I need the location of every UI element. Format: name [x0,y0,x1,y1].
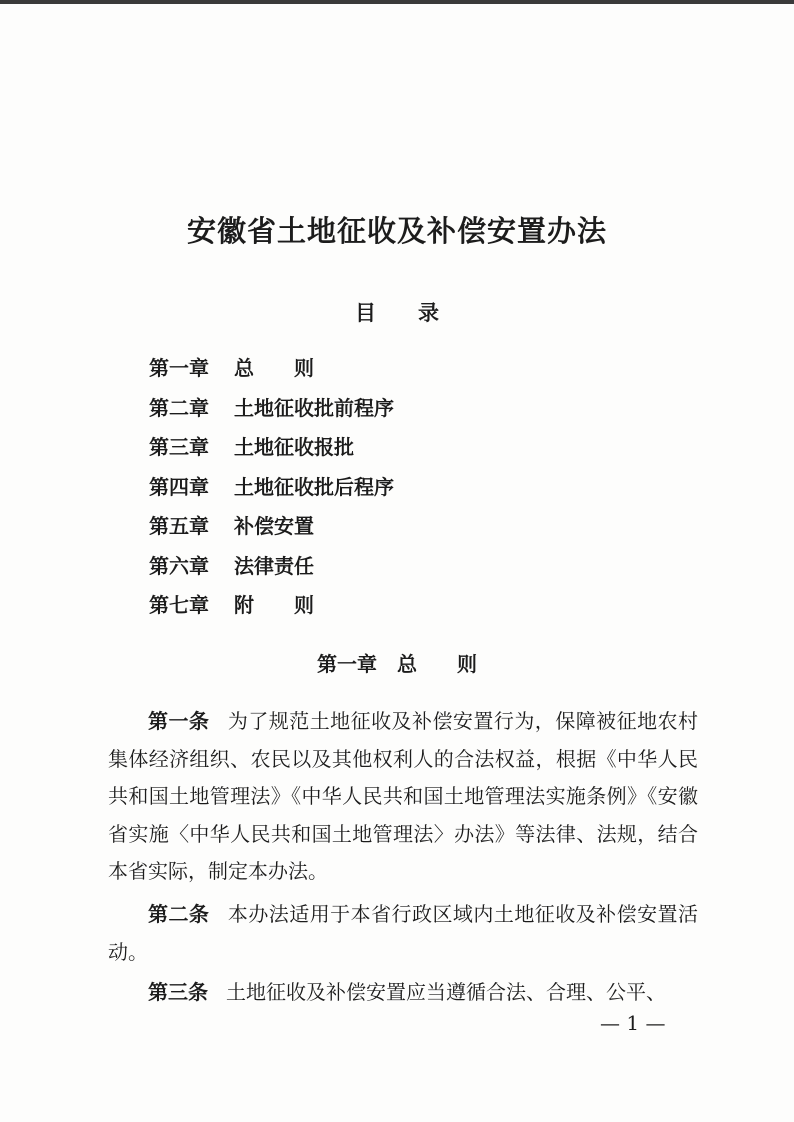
toc-chapter-number: 第五章 [149,514,209,538]
article-paragraph [108,896,698,971]
toc-chapter-number: 第三章 [149,435,209,459]
toc-chapter-number: 第四章 [149,474,209,499]
toc-heading: 目 录 [355,300,439,325]
toc-item [149,592,394,632]
toc-chapter-title: 土地征收报批 [234,435,354,459]
article-text: 为了规范土地征收及补偿安置行为，保障被征地农村集体经济组织、农民以及其他权利人的合法权益，根据《中华人民共和国土地管理法》《中华人民共和国土地管理法实施条例》《安徽省实施〈中华人民共和国土地管理法〉办法》等法律、法规，结合本省实际，制定本办法。 [108,709,699,883]
chapter-heading: 第一章 总 则 [317,652,477,676]
toc-chapter-title: 法律责任 [234,553,314,578]
toc-chapter-number: 第一章 [149,356,209,380]
toc-chapter-number: 第二章 [149,395,209,420]
article-label: 第二条 [148,902,210,926]
article-text: 本办法适用于本省行政区域内土地征收及补偿安置活动。 [108,902,699,964]
toc-item [149,355,394,395]
page-number: — 1 — [600,1011,666,1035]
document-title: 安徽省土地征收及补偿安置办法 [186,214,607,248]
toc-chapter-title: 土地征收批后程序 [234,474,394,499]
toc-chapter-number: 第六章 [149,553,209,578]
toc-item [149,513,394,553]
article-text: 土地征收及补偿安置应当遵循合法、合理、公平、 [226,980,666,1004]
toc-item [149,395,394,435]
article-label: 第三条 [148,980,208,1004]
table-of-contents [149,355,394,632]
scan-edge [0,0,794,4]
article-paragraph [108,974,708,1012]
article-paragraph [108,703,698,891]
toc-item [149,553,394,593]
article-label: 第一条 [148,709,210,733]
toc-chapter-title: 补偿安置 [234,514,314,538]
toc-item [149,434,394,474]
toc-item [149,474,394,514]
toc-chapter-number: 第七章 [149,593,209,617]
toc-chapter-title: 总 则 [234,356,314,380]
toc-chapter-title: 土地征收批前程序 [234,395,394,420]
toc-chapter-title: 附 则 [234,593,314,617]
